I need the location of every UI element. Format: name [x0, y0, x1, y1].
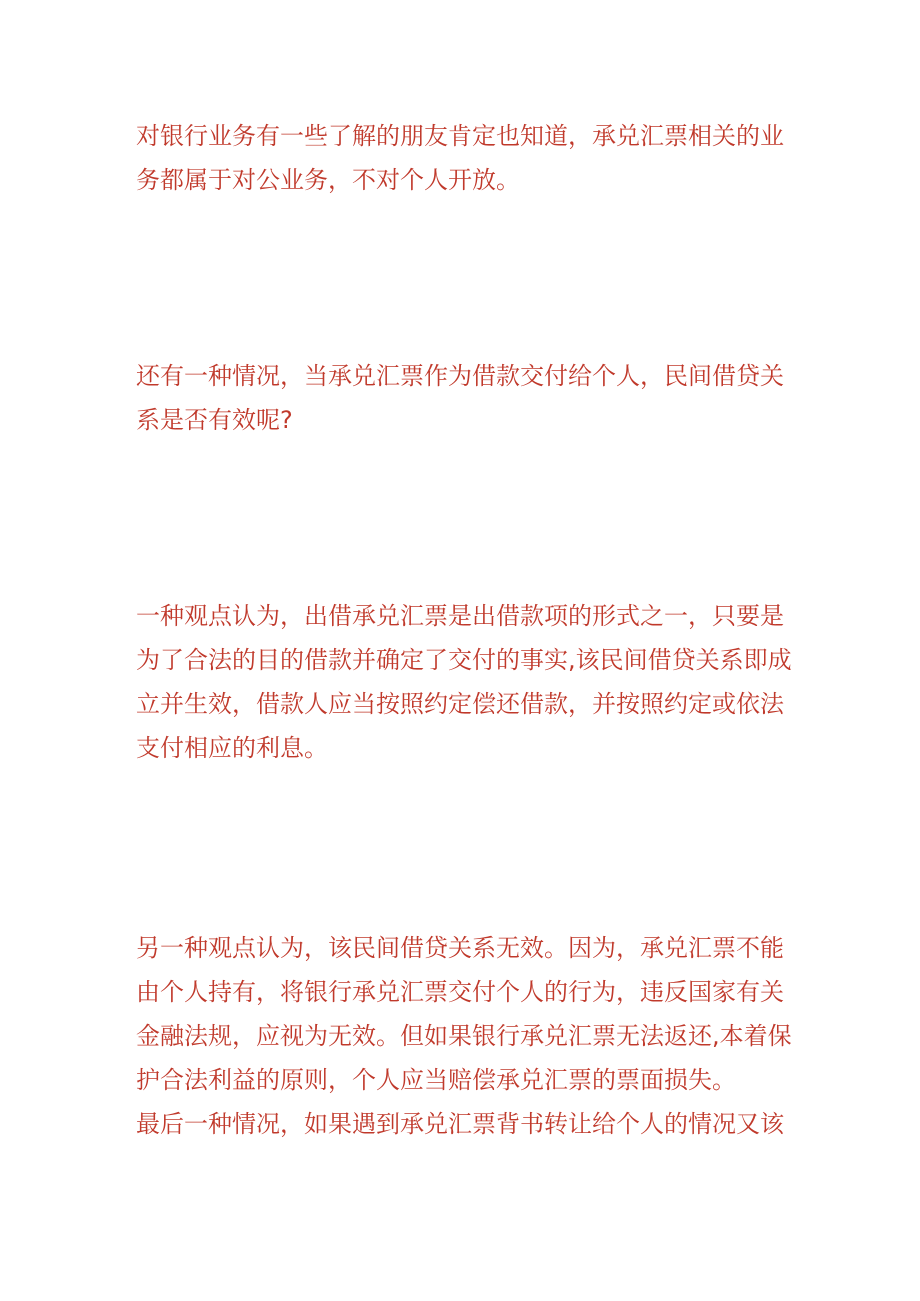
paragraph-4: 另一种观点认为，该民间借贷关系无效。因为，承兑汇票不能由个人持有，将银行承兑汇票交付个人的行为，违反国家有关金融法规，应视为无效。但如果银行承兑汇票无法返还,本着保护合法利益的原则，个人应当赔偿承兑汇票的票面损失。 最后一种情况，如果遇到承兑汇票背书转让给个人的情况又该: [136, 934, 792, 1138]
paragraph-2: 还有一种情况，当承兑汇票作为借款交付给个人，民间借贷关系是否有效呢?: [136, 362, 784, 434]
paragraph-1: 对银行业务有一些了解的朋友肯定也知道，承兑汇票相关的业务都属于对公业务，不对个人开放。: [136, 122, 784, 194]
paragraph-3: 一种观点认为，出借承兑汇票是出借款项的形式之一，只要是为了合法的目的借款并确定了交付的事实,该民间借贷关系即成立并生效，借款人应当按照约定偿还借款，并按照约定或依法支付相应的利息。: [136, 602, 792, 762]
